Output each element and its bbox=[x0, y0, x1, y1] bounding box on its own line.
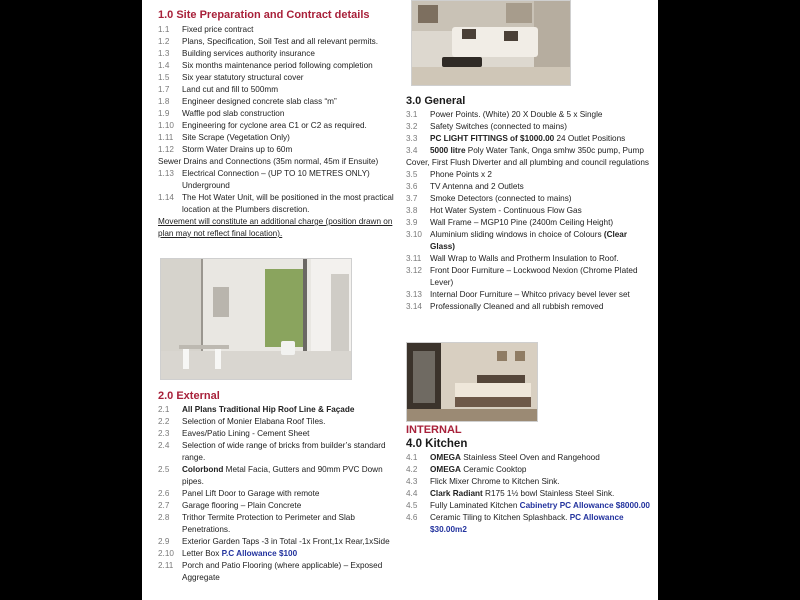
item-plain-text: Power Points. (White) 20 X Double & 5 x Single bbox=[430, 110, 603, 119]
list-item bbox=[406, 265, 654, 289]
item-bold-text: PC LIGHT FITTINGS of $1000.00 bbox=[430, 134, 555, 143]
item-plain-text: Safety Switches (connected to mains) bbox=[430, 122, 567, 131]
movement-note: Movement will constitute an additional charge (position drawn on plan may not reflect final location). bbox=[158, 217, 393, 238]
list-item bbox=[406, 464, 654, 476]
item-text bbox=[182, 36, 404, 48]
list-item bbox=[158, 168, 404, 192]
spec-sheet-page bbox=[142, 0, 658, 600]
pc-allowance-text: PC Allowance $30.00m2 bbox=[430, 513, 624, 534]
water-tank-item bbox=[406, 145, 654, 169]
list-item bbox=[158, 440, 404, 464]
item-bold-text: Clark Radiant bbox=[430, 489, 483, 498]
list-item bbox=[406, 488, 654, 500]
list-item bbox=[158, 132, 404, 144]
item-text bbox=[182, 96, 404, 108]
item-number: 2.7 bbox=[158, 501, 170, 510]
general-title: 3.0 General bbox=[406, 95, 466, 107]
item-text bbox=[182, 500, 404, 512]
list-item bbox=[158, 560, 404, 584]
list-item bbox=[406, 181, 654, 193]
item-number: 3.13 bbox=[406, 290, 422, 299]
item-number: 1.14 bbox=[158, 193, 174, 202]
item-bold-text: (Clear Glass) bbox=[430, 230, 628, 251]
item-plain-text: TV Antenna and 2 Outlets bbox=[430, 182, 524, 191]
item-number: 1.5 bbox=[158, 73, 170, 82]
item-number: 4.4 bbox=[406, 489, 418, 498]
item-plain-text: Porch and Patio Flooring (where applicable) – Exposed Aggregate bbox=[182, 561, 383, 582]
item-plain-text: Garage flooring – Plain Concrete bbox=[182, 501, 302, 510]
item-number: 2.2 bbox=[158, 417, 170, 426]
item-number: 1.11 bbox=[158, 133, 174, 142]
item-plain-text: Metal Facia, Gutters and 90mm PVC Down pipes. bbox=[182, 465, 383, 486]
list-item bbox=[406, 512, 654, 536]
list-item bbox=[158, 500, 404, 512]
list-item bbox=[158, 512, 404, 536]
item-text bbox=[182, 120, 404, 132]
list-item bbox=[158, 464, 404, 488]
item-number: 1.9 bbox=[158, 109, 170, 118]
item-number: 4.3 bbox=[406, 477, 418, 486]
item-number: 3.9 bbox=[406, 218, 418, 227]
item-text bbox=[182, 144, 404, 156]
pc-allowance-text: Cabinetry PC Allowance $8000.00 bbox=[519, 501, 650, 510]
list-item bbox=[158, 108, 404, 120]
item-number: 3.6 bbox=[406, 182, 418, 191]
list-item bbox=[158, 416, 404, 428]
list-item bbox=[406, 289, 654, 301]
item-plain-text: Waffle pod slab construction bbox=[182, 109, 285, 118]
item-plain-text: Electrical Connection – (UP TO 10 METRES ONLY) Underground bbox=[182, 169, 370, 190]
list-item bbox=[406, 169, 654, 181]
list-item bbox=[158, 48, 404, 60]
item-plain-text: Trithor Termite Protection to Perimeter and Slab Penetrations. bbox=[182, 513, 355, 534]
item-number: 1.2 bbox=[158, 37, 170, 46]
item-number: 2.3 bbox=[158, 429, 170, 438]
item-number: 3.1 bbox=[406, 110, 418, 119]
item-text bbox=[182, 72, 404, 84]
item-text bbox=[430, 193, 654, 205]
item-number: 4.6 bbox=[406, 513, 418, 522]
list-item bbox=[406, 205, 654, 217]
bedroom-photo bbox=[406, 342, 538, 422]
item-number: 2.10 bbox=[158, 549, 174, 558]
item-number: 1.10 bbox=[158, 121, 174, 130]
item-number: 2.5 bbox=[158, 465, 170, 474]
list-item bbox=[158, 60, 404, 72]
item-text bbox=[430, 301, 654, 313]
general-list bbox=[406, 109, 654, 313]
item-bold-text: All Plans Traditional Hip Roof Line & Façade bbox=[182, 405, 355, 414]
list-item bbox=[158, 120, 404, 132]
item-text bbox=[182, 464, 404, 488]
item-number: 1.3 bbox=[158, 49, 170, 58]
item-plain-text: Eaves/Patio Lining - Cement Sheet bbox=[182, 429, 310, 438]
item-text bbox=[430, 452, 654, 464]
item-number: 2.4 bbox=[158, 441, 170, 450]
item-text bbox=[430, 265, 654, 289]
item-number: 3.2 bbox=[406, 122, 418, 131]
list-item bbox=[158, 536, 404, 548]
item-plain-text: Site Scrape (Vegetation Only) bbox=[182, 133, 290, 142]
site-prep-title: 1.0 Site Preparation and Contract details bbox=[158, 9, 370, 21]
item-number: 2.9 bbox=[158, 537, 170, 546]
item-plain-text: Front Door Furniture – Lockwood Nexion (Chrome Plated Lever) bbox=[430, 266, 638, 287]
list-item bbox=[158, 72, 404, 84]
item-plain-text: Flick Mixer Chrome to Kitchen Sink. bbox=[430, 477, 560, 486]
item-plain-text: Engineering for cyclone area C1 or C2 as required. bbox=[182, 121, 367, 130]
list-item bbox=[406, 253, 654, 265]
item-text bbox=[430, 464, 654, 476]
item-text bbox=[182, 168, 404, 192]
item-text bbox=[182, 192, 404, 216]
item-plain-text: Engineer designed concrete slab class “m” bbox=[182, 97, 337, 106]
list-item bbox=[406, 109, 654, 121]
list-item bbox=[406, 193, 654, 205]
item-plain-text: Panel Lift Door to Garage with remote bbox=[182, 489, 320, 498]
kitchen-title: 4.0 Kitchen bbox=[406, 438, 468, 450]
item-plain-text: Phone Points x 2 bbox=[430, 170, 492, 179]
item-plain-text: Fully Laminated Kitchen bbox=[430, 501, 520, 510]
item-number: 1.12 bbox=[158, 145, 174, 154]
item-plain-text: R175 1½ bowl Stainless Steel Sink. bbox=[482, 489, 615, 498]
item-text bbox=[430, 133, 654, 145]
list-item bbox=[158, 144, 404, 156]
item-plain-text: 24 Outlet Positions bbox=[554, 134, 626, 143]
item-number: 1.8 bbox=[158, 97, 170, 106]
item-text bbox=[182, 84, 404, 96]
item-plain-text: Selection of Monier Elabana Roof Tiles. bbox=[182, 417, 326, 426]
item-plain-text: Poly Water Tank, Onga smhw 350c pump, Pump Cover, First Flush Diverter and all plumbing and council regulations bbox=[406, 146, 650, 167]
item-plain-text: Exterior Garden Taps -3 in Total -1x Front,1x Rear,1xSide bbox=[182, 537, 390, 546]
item-plain-text: Aluminium sliding windows in choice of Colours bbox=[430, 230, 604, 239]
list-item bbox=[406, 452, 654, 464]
sewer-line: Sewer Drains and Connections (35m normal, 45m if Ensuite) bbox=[158, 157, 379, 166]
list-item bbox=[158, 84, 404, 96]
item-text bbox=[182, 488, 404, 500]
item-number: 2.1 bbox=[158, 405, 170, 414]
item-text bbox=[430, 488, 654, 500]
item-number: 3.14 bbox=[406, 302, 422, 311]
item-number: 3.4 bbox=[406, 146, 418, 155]
item-number: 1.7 bbox=[158, 85, 170, 94]
list-item bbox=[406, 217, 654, 229]
list-item bbox=[406, 121, 654, 133]
list-item bbox=[158, 192, 404, 216]
item-text bbox=[182, 48, 404, 60]
external-list bbox=[158, 404, 404, 584]
item-plain-text: Hot Water System - Continuous Flow Gas bbox=[430, 206, 582, 215]
list-item bbox=[406, 500, 654, 512]
site-prep-list-b bbox=[158, 168, 404, 216]
item-number: 4.2 bbox=[406, 465, 418, 474]
item-text bbox=[430, 121, 654, 133]
item-text bbox=[430, 289, 654, 301]
item-plain-text: Storm Water Drains up to 60m bbox=[182, 145, 293, 154]
item-plain-text: Stainless Steel Oven and Rangehood bbox=[460, 453, 600, 462]
list-item bbox=[406, 476, 654, 488]
item-plain-text: Professionally Cleaned and all rubbish removed bbox=[430, 302, 604, 311]
item-text bbox=[430, 205, 654, 217]
item-text bbox=[430, 253, 654, 265]
item-text bbox=[182, 24, 404, 36]
item-bold-text: OMEGA bbox=[430, 453, 461, 462]
item-plain-text: Wall Wrap to Walls and Protherm Insulation to Roof. bbox=[430, 254, 619, 263]
item-plain-text: Internal Door Furniture – Whitco privacy bevel lever set bbox=[430, 290, 630, 299]
item-text bbox=[182, 440, 404, 464]
item-number: 1.13 bbox=[158, 169, 174, 178]
item-text bbox=[430, 229, 654, 253]
site-prep-list bbox=[158, 24, 404, 156]
item-number: 3.11 bbox=[406, 254, 422, 263]
item-text bbox=[430, 512, 654, 536]
item-plain-text: Six months maintenance period following completion bbox=[182, 61, 373, 70]
list-item bbox=[158, 488, 404, 500]
item-number: 4.1 bbox=[406, 453, 418, 462]
item-number: 3.3 bbox=[406, 134, 418, 143]
item-number: 1.1 bbox=[158, 25, 170, 34]
item-number: 3.10 bbox=[406, 230, 422, 239]
item-plain-text: Smoke Detectors (connected to mains) bbox=[430, 194, 572, 203]
item-plain-text: Wall Frame – MGP10 Pine (2400m Ceiling Height) bbox=[430, 218, 614, 227]
item-bold-text: 5000 litre bbox=[430, 146, 466, 155]
item-number: 3.5 bbox=[406, 170, 418, 179]
item-plain-text: The Hot Water Unit, will be positioned in the most practical location at the Plumbers discretion. bbox=[182, 193, 394, 214]
item-text bbox=[182, 560, 404, 584]
list-item bbox=[158, 548, 404, 560]
item-text bbox=[182, 108, 404, 120]
item-text bbox=[182, 60, 404, 72]
item-text bbox=[430, 169, 654, 181]
item-text bbox=[182, 512, 404, 536]
item-number: 1.4 bbox=[158, 61, 170, 70]
item-number: 3.8 bbox=[406, 206, 418, 215]
item-text bbox=[430, 181, 654, 193]
lounge-photo bbox=[411, 0, 571, 86]
item-text bbox=[182, 132, 404, 144]
item-plain-text: Letter Box bbox=[182, 549, 222, 558]
pc-allowance-text: P.C Allowance $100 bbox=[221, 549, 298, 558]
list-item bbox=[158, 36, 404, 48]
item-text bbox=[182, 536, 404, 548]
list-item bbox=[158, 96, 404, 108]
list-item bbox=[158, 428, 404, 440]
item-text bbox=[182, 428, 404, 440]
item-plain-text: Land cut and fill to 500mm bbox=[182, 85, 279, 94]
item-text bbox=[182, 548, 404, 560]
kitchen-list bbox=[406, 452, 654, 536]
item-number: 3.12 bbox=[406, 266, 422, 275]
item-plain-text: Selection of wide range of bricks from builder’s standard range. bbox=[182, 441, 386, 462]
dining-photo bbox=[160, 258, 352, 380]
item-text bbox=[182, 404, 404, 416]
item-number: 2.8 bbox=[158, 513, 170, 522]
item-plain-text: Fixed price contract bbox=[182, 25, 254, 34]
item-plain-text: Six year statutory structural cover bbox=[182, 73, 304, 82]
list-item bbox=[158, 404, 404, 416]
item-plain-text: Plans, Specification, Soil Test and all relevant permits. bbox=[182, 37, 378, 46]
item-plain-text: Ceramic Tiling to Kitchen Splashback. bbox=[430, 513, 570, 522]
item-text bbox=[182, 416, 404, 428]
list-item bbox=[158, 24, 404, 36]
item-number: 4.5 bbox=[406, 501, 418, 510]
item-text bbox=[430, 109, 654, 121]
item-number: 2.6 bbox=[158, 489, 170, 498]
external-title: 2.0 External bbox=[158, 390, 220, 402]
item-plain-text: Ceramic Cooktop bbox=[460, 465, 527, 474]
item-text bbox=[430, 500, 654, 512]
left-column bbox=[158, 0, 404, 582]
item-number: 2.11 bbox=[158, 561, 174, 570]
list-item bbox=[406, 301, 654, 313]
internal-heading: INTERNAL bbox=[406, 424, 462, 436]
list-item bbox=[406, 229, 654, 253]
item-bold-text: Colorbond bbox=[182, 465, 224, 474]
item-bold-text: OMEGA bbox=[430, 465, 461, 474]
item-text bbox=[430, 476, 654, 488]
item-text bbox=[430, 217, 654, 229]
item-number: 3.7 bbox=[406, 194, 418, 203]
list-item bbox=[406, 133, 654, 145]
item-plain-text: Building services authority insurance bbox=[182, 49, 315, 58]
